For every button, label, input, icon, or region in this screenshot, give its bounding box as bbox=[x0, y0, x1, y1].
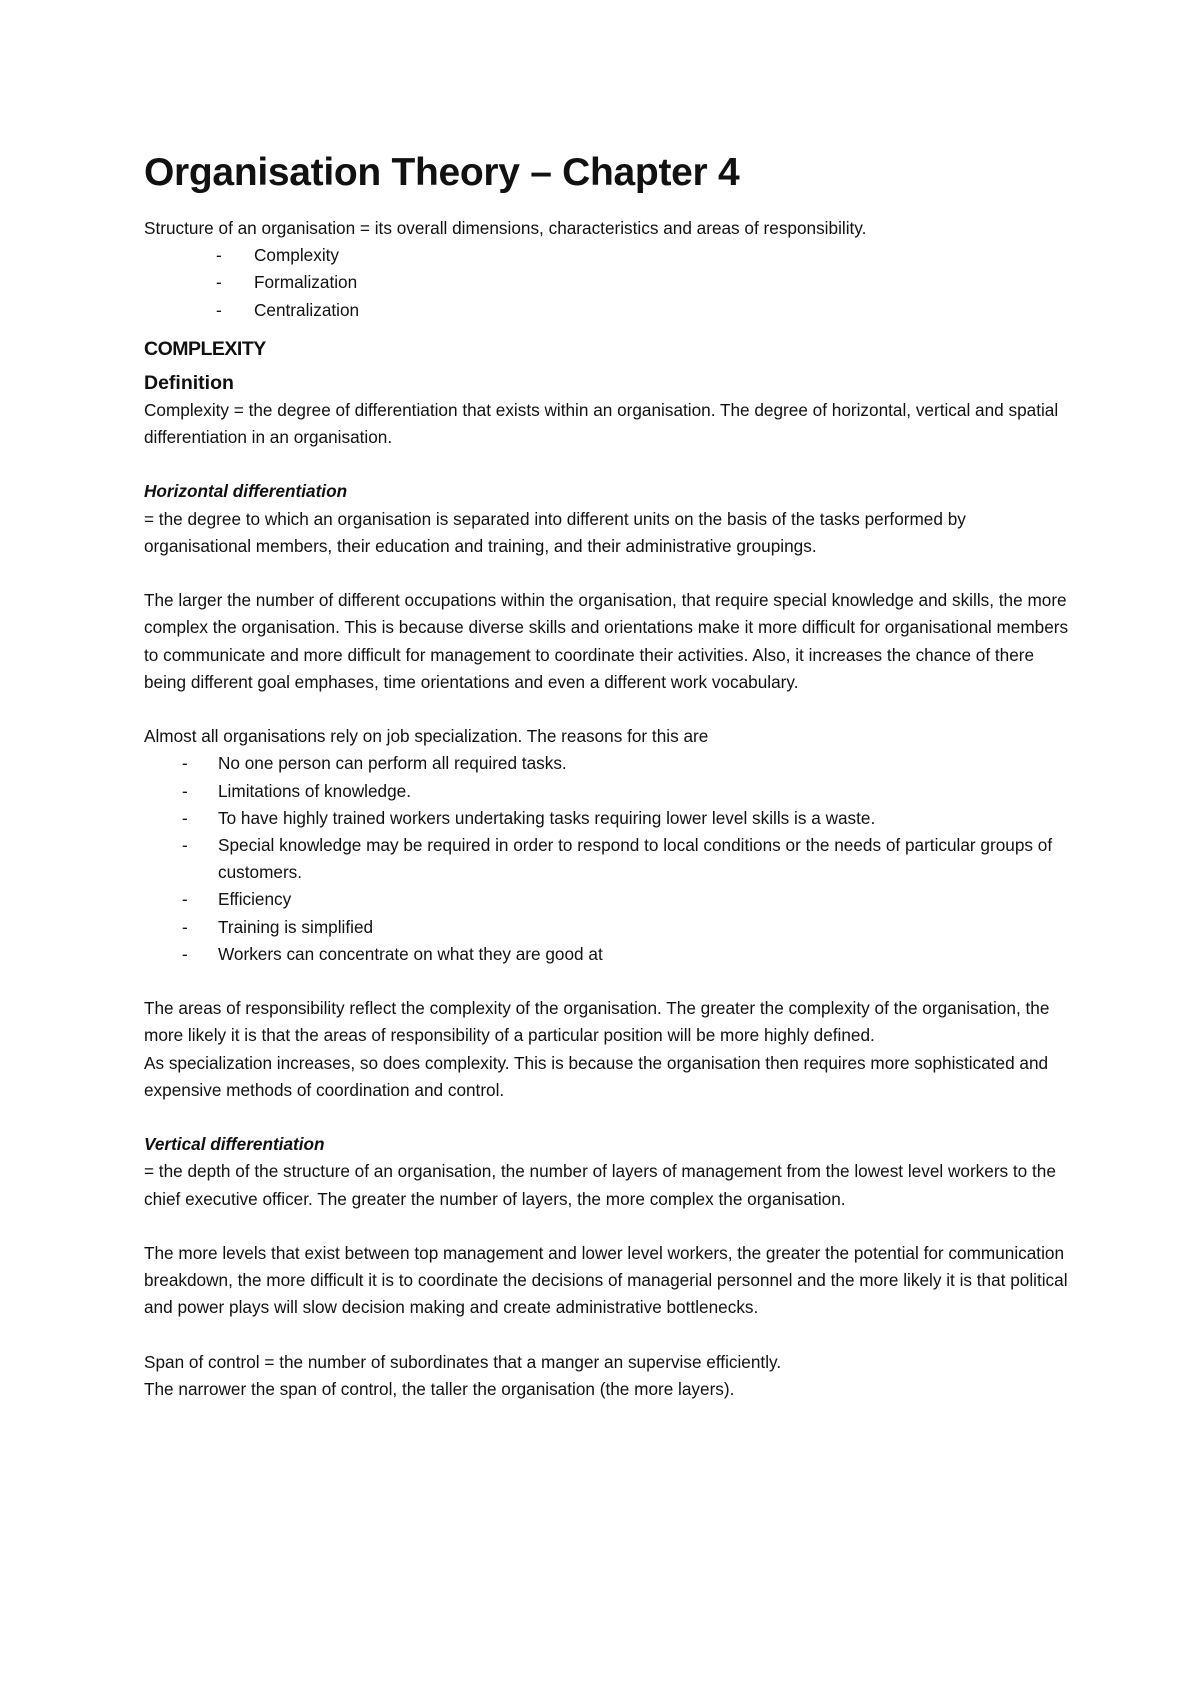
list-item-text: Formalization bbox=[254, 272, 358, 293]
horizontal-paragraph-2: The areas of responsibility reflect the complexity of the organisation. The greater the complexity of the organisation, the more likely it is that the areas of responsibility of a particular position will be more highly defined. bbox=[144, 998, 1050, 1046]
bullet-dash: - bbox=[216, 245, 222, 266]
intro-paragraph: Structure of an organisation = its overall dimensions, characteristics and areas of responsibility. bbox=[144, 218, 867, 238]
document-body bbox=[144, 215, 1074, 1403]
list-item bbox=[144, 242, 1074, 269]
bullet-dash: - bbox=[182, 916, 188, 937]
page-title: Organisation Theory – Chapter 4 bbox=[144, 151, 740, 194]
list-item bbox=[144, 914, 1074, 941]
specialization-reasons-list bbox=[144, 750, 1074, 968]
structure-dimensions-list bbox=[144, 242, 1074, 324]
bullet-dash: - bbox=[216, 272, 222, 293]
vertical-differentiation-heading: Vertical differentiation bbox=[144, 1134, 325, 1155]
specialization-intro: Almost all organisations rely on job specialization. The reasons for this are bbox=[144, 726, 709, 747]
bullet-dash: - bbox=[182, 889, 188, 910]
definition-paragraph: Complexity = the degree of differentiation that exists within an organisation. The degree of horizontal, vertical and spatial differentiation in an organisation. bbox=[144, 399, 1059, 448]
list-item bbox=[144, 805, 1074, 832]
section-heading-complexity: COMPLEXITY bbox=[144, 337, 266, 360]
bullet-dash: - bbox=[216, 299, 222, 320]
horizontal-differentiation-heading: Horizontal differentiation bbox=[144, 481, 348, 502]
list-item-text: Complexity bbox=[254, 245, 340, 266]
list-item-text: Special knowledge may be required in order to respond to local conditions or the needs of particular groups of customers. bbox=[218, 835, 1053, 883]
bullet-dash: - bbox=[182, 835, 188, 856]
horizontal-paragraph-3: As specialization increases, so does complexity. This is because the organisation then requires more sophisticated and expensive methods of coordination and control. bbox=[144, 1052, 1049, 1100]
list-item-text: Efficiency bbox=[218, 889, 292, 910]
horizontal-paragraph-1: The larger the number of different occupations within the organisation, that require special knowledge and skills, the more complex the organisation. This is because diverse skills and orientations make it more difficult for organisational members to communicate and more difficult for management to coordinate their activities. Also, it increases the chance of there being different goal emphases, time orientations and even a different work vocabulary. bbox=[144, 590, 1069, 692]
subheading-definition: Definition bbox=[144, 371, 234, 394]
list-item-text: Centralization bbox=[254, 299, 360, 320]
bullet-dash: - bbox=[182, 780, 188, 801]
list-item-text: Training is simplified bbox=[218, 916, 374, 937]
span-of-control-definition: Span of control = the number of subordinates that a manger an supervise efficiently. bbox=[144, 1351, 782, 1372]
list-item-text: To have highly trained workers undertaking tasks requiring lower level skills is a waste. bbox=[218, 807, 876, 828]
vertical-paragraph-1: The more levels that exist between top management and lower level workers, the greater the potential for communication breakdown, the more difficult it is to coordinate the decisions of managerial personnel and the more likely it is that political and power plays will slow decision making and create administrative bottlenecks. bbox=[144, 1243, 1068, 1318]
span-of-control-note: The narrower the span of control, the taller the organisation (the more layers). bbox=[144, 1379, 735, 1400]
list-item bbox=[144, 832, 1074, 886]
horizontal-definition: = the degree to which an organisation is separated into different units on the basis of the tasks performed by organisational members, their education and training, and their administrative groupings. bbox=[144, 508, 966, 556]
bullet-dash: - bbox=[182, 807, 188, 828]
bullet-dash: - bbox=[182, 753, 188, 774]
list-item bbox=[144, 269, 1074, 296]
list-item-text: Limitations of knowledge. bbox=[218, 780, 411, 801]
bullet-dash: - bbox=[182, 943, 188, 964]
list-item bbox=[144, 886, 1074, 913]
list-item bbox=[144, 778, 1074, 805]
list-item bbox=[144, 297, 1074, 324]
vertical-definition: = the depth of the structure of an organisation, the number of layers of management from the lowest level workers to the chief executive officer. The greater the number of layers, the more complex the organisation. bbox=[144, 1161, 1056, 1209]
list-item-text: No one person can perform all required tasks. bbox=[218, 753, 567, 774]
list-item bbox=[144, 750, 1074, 777]
list-item bbox=[144, 941, 1074, 968]
list-item-text: Workers can concentrate on what they are good at bbox=[218, 943, 603, 964]
